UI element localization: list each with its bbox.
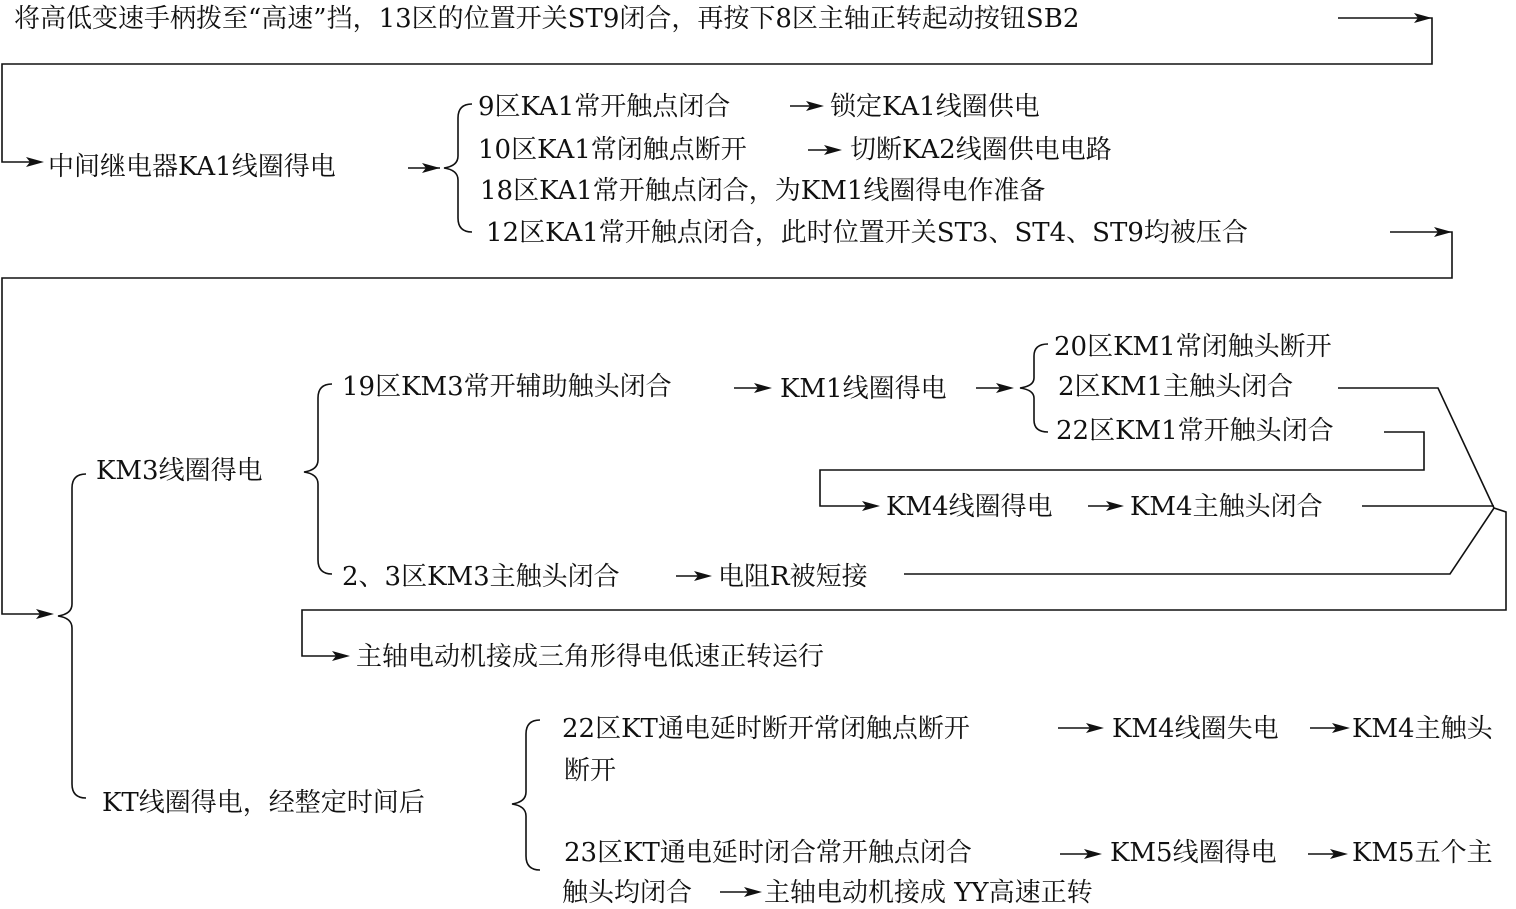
kt-23-cause-label: 23区KT通电延时闭合常开触点闭合: [564, 838, 972, 868]
km3-aux-contact-label: 19区KM3常开辅助触头闭合: [342, 372, 672, 402]
km1-coil-label: KM1线圈得电: [780, 374, 947, 404]
brace-ka1: [444, 104, 472, 232]
kt-23-result-line2a: 触头均闭合: [562, 878, 693, 908]
ka1-branch-3-cause: 18区KA1常开触点闭合，为KM1线圈得电作准备: [480, 176, 1046, 206]
km3-coil-label: KM3线圈得电: [96, 456, 263, 486]
brace-km1: [1020, 344, 1048, 432]
km1-branch-2: 2区KM1主触头闭合: [1058, 372, 1294, 402]
low-speed-run-label: 主轴电动机接成三角形得电低速正转运行: [356, 642, 825, 672]
connector-2-converge: [1338, 388, 1494, 508]
km4-coil-label: KM4线圈得电: [886, 492, 1053, 522]
kt-22-cause-label: 22区KT通电延时断开常闭触点断开: [562, 714, 970, 744]
kt-22-km4-loss-label: KM4线圈失电: [1112, 714, 1279, 744]
kt-coil-label: KT线圈得电，经整定时间后: [102, 788, 425, 818]
resistor-shorted-label: 电阻R被短接: [718, 562, 868, 592]
km1-branch-20: 20区KM1常闭触头断开: [1054, 332, 1332, 362]
km3-main-contact-label: 2、3区KM3主触头闭合: [342, 562, 620, 592]
kt-23-result-line2b: 主轴电动机接成 YY高速正转: [764, 878, 1093, 908]
kt-23-result-line1: KM5五个主: [1352, 838, 1493, 868]
kt-23-km5-coil-label: KM5线圈得电: [1110, 838, 1277, 868]
step-1-text: 将高低变速手柄拨至“高速”挡，13区的位置开关ST9闭合，再按下8区主轴正转起动按钮SB2: [14, 4, 1080, 34]
ka1-coil-label: 中间继电器KA1线圈得电: [48, 152, 336, 182]
brace-main: [58, 474, 86, 798]
kt-22-result-line2: 断开: [564, 756, 617, 786]
km4-main-contact-label: KM4主触头闭合: [1130, 492, 1323, 522]
brace-kt: [512, 720, 540, 870]
brace-km3: [304, 384, 332, 574]
ka1-branch-1-effect: 锁定KA1线圈供电: [830, 92, 1040, 122]
kt-22-result-line1: KM4主触头: [1352, 714, 1493, 744]
ka1-branch-2-effect: 切断KA2线圈供电电路: [850, 135, 1112, 165]
ka1-branch-2-cause: 10区KA1常闭触点断开: [478, 135, 747, 165]
km1-branch-22: 22区KM1常开触头闭合: [1056, 416, 1334, 446]
ka1-branch-4-cause: 12区KA1常开触点闭合，此时位置开关ST3、ST4、ST9均被压合: [486, 218, 1248, 248]
ka1-branch-1-cause: 9区KA1常开触点闭合: [478, 92, 731, 122]
